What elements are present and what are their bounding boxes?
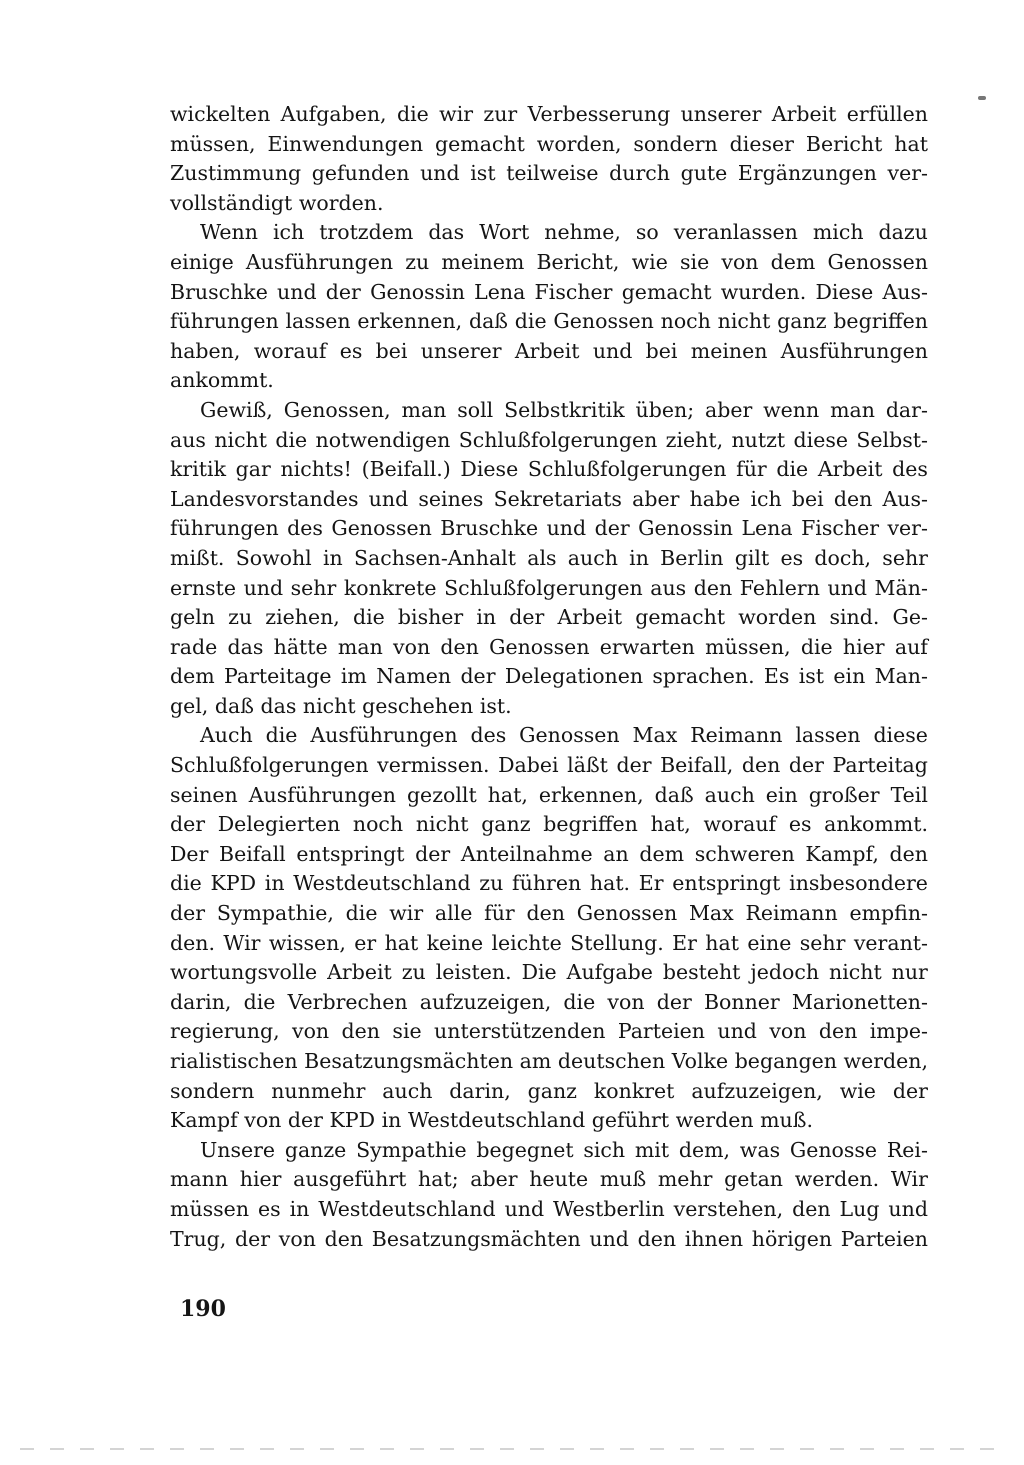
text-line: Der Beifall entspringt der Anteilnahme an dem schweren Kampf, den — [170, 841, 928, 866]
text-line: mann hier ausgeführt hat; aber heute muß mehr getan werden. Wir — [170, 1167, 928, 1192]
text-line: wortungsvolle Arbeit zu leisten. Die Aufgabe besteht jedoch nicht nur — [170, 960, 928, 985]
text-line: regierung, von den sie unterstützenden Parteien und von den impe- — [170, 1019, 928, 1044]
text-line: den. Wir wissen, er hat keine leichte Stellung. Er hat eine sehr verant- — [170, 930, 928, 955]
body-text — [170, 100, 928, 1254]
text-line: rade das hätte man von den Genossen erwarten müssen, die hier auf — [170, 634, 928, 659]
text-line: die KPD in Westdeutschland zu führen hat. Er entspringt insbesondere — [170, 871, 928, 896]
text-line: Trug, der von den Besatzungsmächten und den ihnen hörigen Parteien — [170, 1226, 928, 1251]
text-line: Kampf von der KPD in Westdeutschland geführt werden muß. — [170, 1108, 813, 1133]
paragraph — [170, 1136, 928, 1254]
text-line: müssen es in Westdeutschland und Westberlin verstehen, den Lug und — [170, 1196, 928, 1221]
text-line: haben, worauf es bei unserer Arbeit und bei meinen Ausführungen — [170, 338, 928, 363]
text-line: geln zu ziehen, die bisher in der Arbeit gemacht worden sind. Ge- — [170, 605, 928, 630]
text-line: vollständigt worden. — [170, 190, 384, 215]
page-number: 190 — [180, 1296, 226, 1322]
text-line: aus nicht die notwendigen Schlußfolgerungen zieht, nutzt diese Selbst- — [170, 427, 928, 452]
text-line: gel, daß das nicht geschehen ist. — [170, 693, 512, 718]
scan-speck — [978, 96, 986, 100]
paragraph — [170, 396, 928, 722]
text-line: müssen, Einwendungen gemacht worden, sondern dieser Bericht hat — [170, 131, 928, 156]
text-line: Gewiß, Genossen, man soll Selbstkritik üben; aber wenn man dar- — [200, 397, 928, 422]
text-line: Unsere ganze Sympathie begegnet sich mit dem, was Genosse Rei- — [200, 1137, 928, 1162]
text-line: ankommt. — [170, 368, 274, 393]
text-line: führungen lassen erkennen, daß die Genossen noch nicht ganz begriffen — [170, 309, 928, 334]
paragraph — [170, 218, 928, 396]
text-line: der Sympathie, die wir alle für den Genossen Max Reimann empfin- — [170, 901, 928, 926]
text-line: Bruschke und der Genossin Lena Fischer gemacht wurden. Diese Aus- — [170, 279, 928, 304]
text-line: kritik gar nichts! (Beifall.) Diese Schlußfolgerungen für die Arbeit des — [170, 457, 928, 482]
text-line: mißt. Sowohl in Sachsen-Anhalt als auch in Berlin gilt es doch, sehr — [170, 545, 928, 570]
text-line: Auch die Ausführungen des Genossen Max Reimann lassen diese — [200, 723, 928, 748]
paragraph — [170, 721, 928, 1135]
text-line: führungen des Genossen Bruschke und der Genossin Lena Fischer ver- — [170, 516, 928, 541]
text-line: sondern nunmehr auch darin, ganz konkret aufzuzeigen, wie der — [170, 1078, 928, 1103]
text-line: Zustimmung gefunden und ist teilweise durch gute Ergänzungen ver- — [170, 161, 928, 186]
text-line: Schlußfolgerungen vermissen. Dabei läßt der Beifall, den der Parteitag — [170, 753, 928, 778]
text-line: der Delegierten noch nicht ganz begriffen hat, worauf es ankommt. — [170, 812, 928, 837]
text-line: rialistischen Besatzungsmächten am deutschen Volke begangen werden, — [170, 1049, 928, 1073]
text-line: wickelten Aufgaben, die wir zur Verbesserung unserer Arbeit erfüllen — [170, 102, 928, 126]
text-line: einige Ausführungen zu meinem Bericht, wie sie von dem Genossen — [170, 249, 928, 274]
text-line: Landesvorstandes und seines Sekretariats aber habe ich bei den Aus- — [170, 486, 928, 511]
text-line: darin, die Verbrechen aufzuzeigen, die von der Bonner Marionetten- — [170, 989, 928, 1014]
scan-edge-noise — [20, 1448, 1004, 1450]
text-line: ernste und sehr konkrete Schlußfolgerungen aus den Fehlern und Män- — [170, 575, 928, 600]
text-line: Wenn ich trotzdem das Wort nehme, so veranlassen mich dazu — [200, 220, 928, 245]
text-line: dem Parteitage im Namen der Delegationen sprachen. Es ist ein Man- — [170, 664, 928, 689]
paragraph — [170, 100, 928, 218]
text-line: seinen Ausführungen gezollt hat, erkennen, daß auch ein großer Teil — [170, 782, 928, 807]
